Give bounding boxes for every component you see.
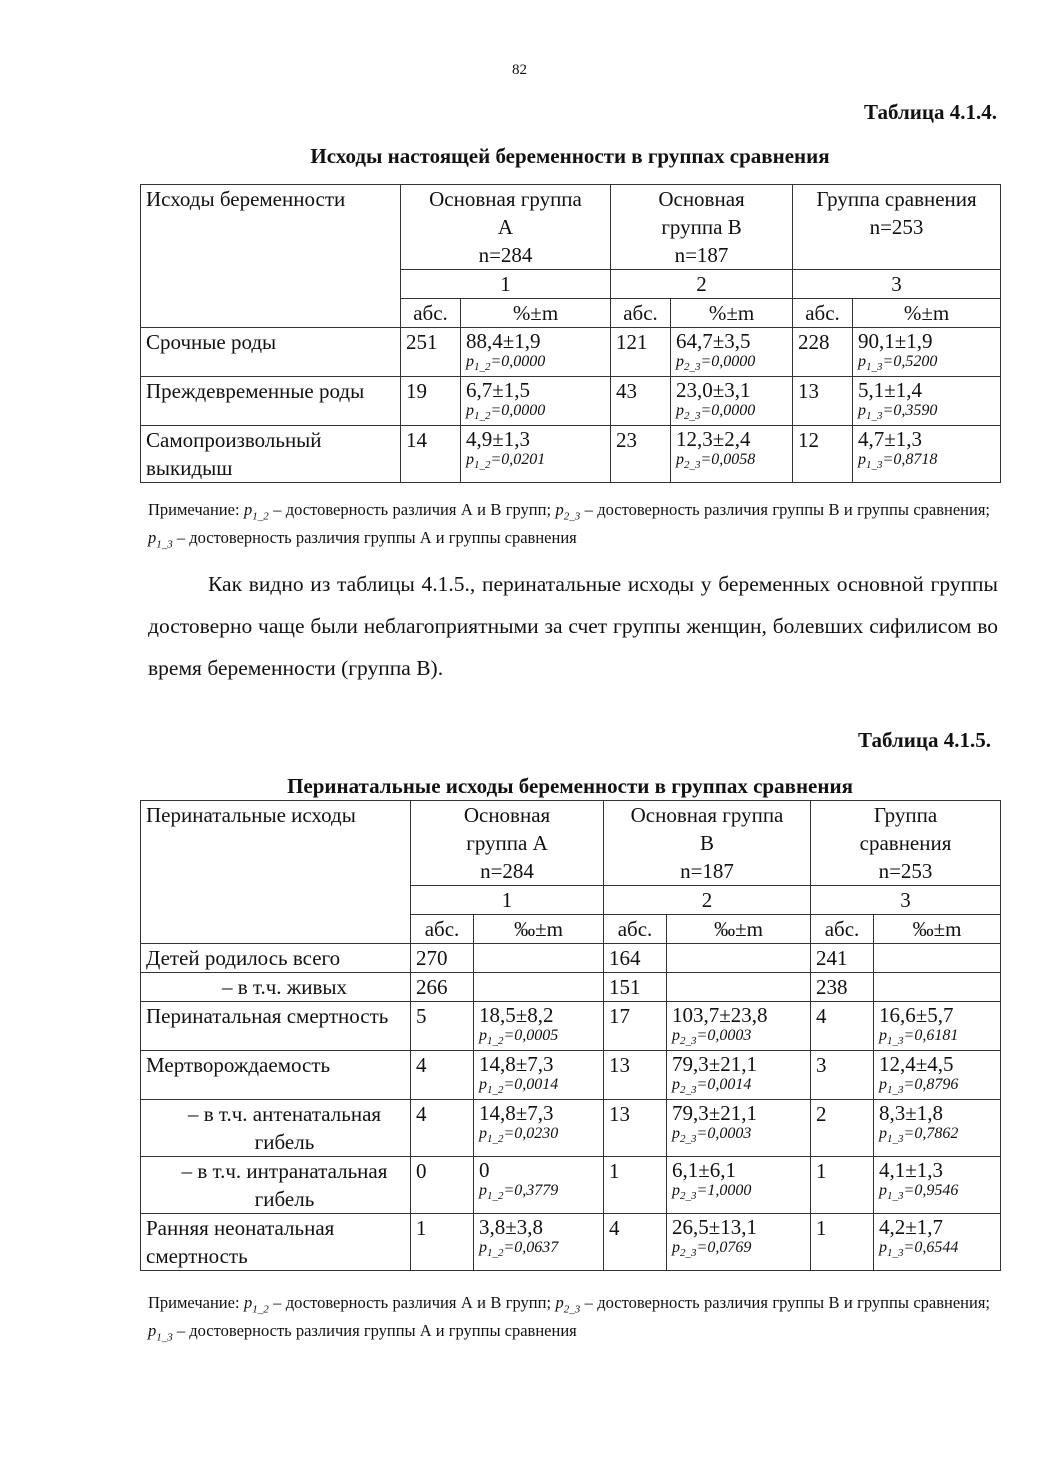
table-caption: Таблица 4.1.5. [858, 728, 991, 752]
pct-value-text: 4,2±1,7 [879, 1215, 944, 1240]
pct-value-text: 8,3±1,8 [879, 1101, 944, 1126]
abs-value: 228 [793, 328, 853, 377]
abs-value: 4 [411, 1051, 474, 1100]
group-header-line: Основная [463, 803, 551, 827]
p-value: $p_{1\_2}=0,0000$ [466, 353, 546, 374]
p-value: $p_{1\_2}=0,0637$ [479, 1239, 559, 1260]
pct-value [667, 973, 811, 1002]
group-header-line: n=253 [869, 215, 924, 239]
abs-value: 23 [611, 426, 671, 483]
pct-value-text: 79,3±21,1 [672, 1052, 758, 1077]
group-header-line: n=187 [674, 243, 729, 267]
p-value: $p_{2\_3}=0,0003$ [672, 1125, 752, 1146]
table-row [141, 1051, 1001, 1100]
page-number: 82 [512, 62, 527, 78]
table-note: Примечание: $p_{1\_2}$ – достоверность различия А и В групп; $p_{2\_3}$ – достоверность различия группы В и группы сравнения; $p_{1\_3}$ – достоверность различия группы А и группы сравнения [148, 1293, 990, 1344]
abs-value: 164 [604, 944, 667, 973]
group-header-line: группа А [466, 831, 548, 855]
pct-value-text: 12,3±2,4 [676, 427, 751, 452]
row-label-text: Преждевременные роды [146, 379, 365, 404]
pregnancy-outcomes-table [140, 184, 1001, 483]
row-label-text: Срочные роды [146, 330, 277, 354]
abs-value: 12 [793, 426, 853, 483]
pct-value [874, 1214, 1001, 1271]
p-value: $p_{2\_3}=0,0769$ [672, 1239, 752, 1260]
group-header-line: группа В [661, 215, 742, 239]
abs-value: 13 [604, 1100, 667, 1157]
pct-value-text: 90,1±1,9 [858, 329, 933, 353]
group-number: 3 [793, 270, 1001, 299]
pct-value-text: 4,9±1,3 [466, 427, 531, 452]
abs-value: 4 [604, 1214, 667, 1271]
pct-value-text: 14,8±7,3 [479, 1052, 554, 1077]
pct-value [667, 1051, 811, 1100]
pct-value [671, 328, 793, 377]
group-header-line: сравнения [859, 831, 952, 855]
p-value: $p_{1\_3}=0,8796$ [879, 1076, 959, 1097]
p-value: $p_{1\_3}=0,5200$ [858, 353, 938, 374]
abs-value: 14 [401, 426, 461, 483]
abs-header: абс. [411, 915, 474, 944]
abs-value: 121 [611, 328, 671, 377]
pct-value-text: 5,1±1,4 [858, 378, 923, 403]
pct-value-text: 4,7±1,3 [858, 427, 923, 452]
table-row [141, 426, 1001, 483]
abs-value: 238 [811, 973, 874, 1002]
pct-value [671, 426, 793, 483]
pct-value-text: 79,3±21,1 [672, 1101, 758, 1126]
group-header-line: n=284 [480, 859, 534, 883]
abs-value: 241 [811, 944, 874, 973]
p-value: $p_{1\_2}=0,0230$ [479, 1125, 559, 1146]
pct-value-text: 0 [479, 1158, 490, 1183]
abs-value: 19 [401, 377, 461, 426]
abs-value: 13 [604, 1051, 667, 1100]
abs-value: 4 [411, 1100, 474, 1157]
group-number: 3 [811, 886, 1001, 915]
pct-value [461, 328, 611, 377]
table-row [141, 944, 1001, 973]
pct-value [667, 1214, 811, 1271]
body-paragraph: Как видно из таблицы 4.1.5., перинатальные исходы у беременных основной группы достоверно чаще были неблагоприятными за счет группы женщин, болевших сифилисом во время беременности (группа В). [148, 572, 998, 680]
pct-value [667, 1100, 811, 1157]
abs-value: 151 [604, 973, 667, 1002]
column-header: Исходы беременности [141, 185, 401, 328]
p-value [672, 944, 805, 945]
row-label [141, 1157, 411, 1214]
row-label [141, 328, 401, 377]
p-value [672, 973, 805, 974]
abs-value: 1 [411, 1214, 474, 1271]
group-number: 2 [611, 270, 793, 299]
row-label [141, 944, 411, 973]
pct-value-text: 6,7±1,5 [466, 378, 531, 403]
abs-value: 17 [604, 1002, 667, 1051]
group-header-line: n=253 [878, 859, 933, 883]
abs-value: 2 [811, 1100, 874, 1157]
abs-value: 5 [411, 1002, 474, 1051]
p-value: $p_{1\_3}=0,8718$ [858, 451, 938, 472]
row-label [141, 1214, 411, 1271]
row-label-text: Ранняя неонатальная смертность [146, 1216, 335, 1269]
abs-value: 1 [811, 1157, 874, 1214]
abs-header: абс. [611, 299, 671, 328]
group-number: 2 [604, 886, 811, 915]
abs-header: абс. [811, 915, 874, 944]
row-label [141, 426, 401, 483]
pct-value-text: 64,7±3,5 [676, 329, 751, 353]
p-value [879, 944, 995, 945]
p-value [479, 973, 598, 974]
pct-value [874, 1157, 1001, 1214]
pct-value [874, 1002, 1001, 1051]
p-value: $p_{1\_3}=0,3590$ [858, 402, 938, 423]
group-header-line: Группа сравнения [816, 187, 977, 211]
pct-value [874, 1100, 1001, 1157]
pct-header: ‰±m [474, 915, 604, 944]
pct-value [474, 973, 604, 1002]
row-label [141, 1051, 411, 1100]
row-label [141, 973, 411, 1002]
pct-value-text: 103,7±23,8 [672, 1003, 768, 1027]
pct-value-text: 3,8±3,8 [479, 1215, 544, 1240]
pct-value-text: 23,0±3,1 [676, 378, 751, 403]
p-value: $p_{2\_3}=1,0000$ [672, 1182, 752, 1203]
abs-header: абс. [604, 915, 667, 944]
row-label-text: – в т.ч. живых [221, 975, 348, 999]
abs-value: 43 [611, 377, 671, 426]
pct-value [853, 426, 1001, 483]
pct-value [474, 1002, 604, 1051]
row-label [141, 1002, 411, 1051]
pct-value-text: 18,5±8,2 [479, 1003, 554, 1027]
pct-header: %±m [853, 299, 1001, 328]
p-value: $p_{1\_3}=0,7862$ [879, 1125, 959, 1146]
row-label-text: Самопроизвольный выкидыш [146, 428, 322, 481]
pct-value [853, 328, 1001, 377]
group-header-line: n=187 [680, 859, 734, 883]
row-label-text: – в т.ч. антенатальная гибель [187, 1102, 382, 1155]
table-row [141, 1157, 1001, 1214]
row-label-text: – в т.ч. интранатальная гибель [181, 1159, 388, 1212]
pct-value [874, 944, 1001, 973]
row-label-text: Детей родилось всего [146, 946, 341, 970]
pct-value [461, 426, 611, 483]
abs-value: 13 [793, 377, 853, 426]
p-value: $p_{1\_3}=0,6181$ [879, 1027, 959, 1048]
table-caption: Таблица 4.1.4. [864, 100, 997, 124]
pct-header: %±m [671, 299, 793, 328]
table-title: Перинатальные исходы беременности в группах сравнения [287, 774, 853, 798]
table-title: Исходы настоящей беременности в группах сравнения [310, 144, 830, 168]
p-value: $p_{2\_3}=0,0000$ [676, 353, 756, 374]
pct-value-text: 16,6±5,7 [879, 1003, 954, 1027]
table-row [141, 1002, 1001, 1051]
group-header [604, 801, 811, 886]
table-row [141, 328, 1001, 377]
abs-header: абс. [793, 299, 853, 328]
pct-value [853, 377, 1001, 426]
pct-value [667, 1157, 811, 1214]
table-row [141, 1100, 1001, 1157]
table-row [141, 973, 1001, 1002]
pct-value [474, 1214, 604, 1271]
group-header [793, 185, 1001, 270]
group-header [411, 801, 604, 886]
pct-value [667, 944, 811, 973]
abs-value: 270 [411, 944, 474, 973]
table-row [141, 377, 1001, 426]
group-number: 1 [401, 270, 611, 299]
table-row [141, 1214, 1001, 1271]
pct-value-text: 88,4±1,9 [466, 329, 541, 353]
abs-value: 1 [811, 1214, 874, 1271]
group-header-line: В [700, 831, 715, 855]
pct-header: %±m [461, 299, 611, 328]
p-value [879, 973, 995, 974]
abs-value: 0 [411, 1157, 474, 1214]
pct-value [474, 1051, 604, 1100]
pct-header: ‰±m [874, 915, 1001, 944]
column-header: Перинатальные исходы [141, 801, 411, 944]
p-value: $p_{1\_2}=0,0014$ [479, 1076, 559, 1097]
pct-value [874, 1051, 1001, 1100]
group-header-line: Основная [658, 187, 745, 211]
pct-value-text: 12,4±4,5 [879, 1052, 954, 1077]
pct-value-text: 14,8±7,3 [479, 1101, 554, 1126]
p-value: $p_{1\_2}=0,3779$ [479, 1182, 559, 1203]
p-value: $p_{2\_3}=0,0003$ [672, 1027, 752, 1048]
row-label [141, 1100, 411, 1157]
p-value: $p_{1\_3}=0,9546$ [879, 1182, 959, 1203]
row-label-text: Перинатальная смертность [146, 1004, 389, 1028]
pct-value-text: 4,1±1,3 [879, 1158, 944, 1183]
pct-header: ‰±m [667, 915, 811, 944]
p-value: $p_{2\_3}=0,0000$ [676, 402, 756, 423]
group-header-line: Группа [873, 803, 938, 827]
group-header-line: А [497, 215, 514, 239]
row-label [141, 377, 401, 426]
pct-value [474, 1100, 604, 1157]
abs-value: 251 [401, 328, 461, 377]
table-note: Примечание: $p_{1\_2}$ – достоверность различия А и В групп; $p_{2\_3}$ – достоверность различия группы В и группы сравнения; $p_{1\_3}$ – достоверность различия группы А и группы сравнения [148, 500, 990, 551]
group-header [811, 801, 1001, 886]
group-number: 1 [411, 886, 604, 915]
pct-value [874, 973, 1001, 1002]
p-value: $p_{2\_3}=0,0014$ [672, 1076, 752, 1097]
abs-header: абс. [401, 299, 461, 328]
p-value: $p_{2\_3}=0,0058$ [676, 451, 756, 472]
group-header-line: Основная группа [429, 187, 582, 211]
p-value: $p_{1\_2}=0,0201$ [466, 451, 546, 472]
pct-value [474, 1157, 604, 1214]
pct-value [461, 377, 611, 426]
perinatal-outcomes-table [140, 800, 1001, 1271]
abs-value: 1 [604, 1157, 667, 1214]
p-value [479, 944, 598, 945]
group-header [611, 185, 793, 270]
pct-value [671, 377, 793, 426]
abs-value: 4 [811, 1002, 874, 1051]
p-value: $p_{1\_3}=0,6544$ [879, 1239, 959, 1260]
group-header-line: Основная группа [630, 803, 784, 827]
abs-value: 3 [811, 1051, 874, 1100]
p-value: $p_{1\_2}=0,0005$ [479, 1027, 559, 1048]
pct-value [667, 1002, 811, 1051]
group-header [401, 185, 611, 270]
pct-value [474, 944, 604, 973]
p-value: $p_{1\_2}=0,0000$ [466, 402, 546, 423]
pct-value-text: 6,1±6,1 [672, 1158, 737, 1183]
abs-value: 266 [411, 973, 474, 1002]
row-label-text: Мертворождаемость [146, 1053, 331, 1078]
group-header-line: n=284 [478, 243, 533, 267]
pct-value-text: 26,5±13,1 [672, 1215, 758, 1240]
